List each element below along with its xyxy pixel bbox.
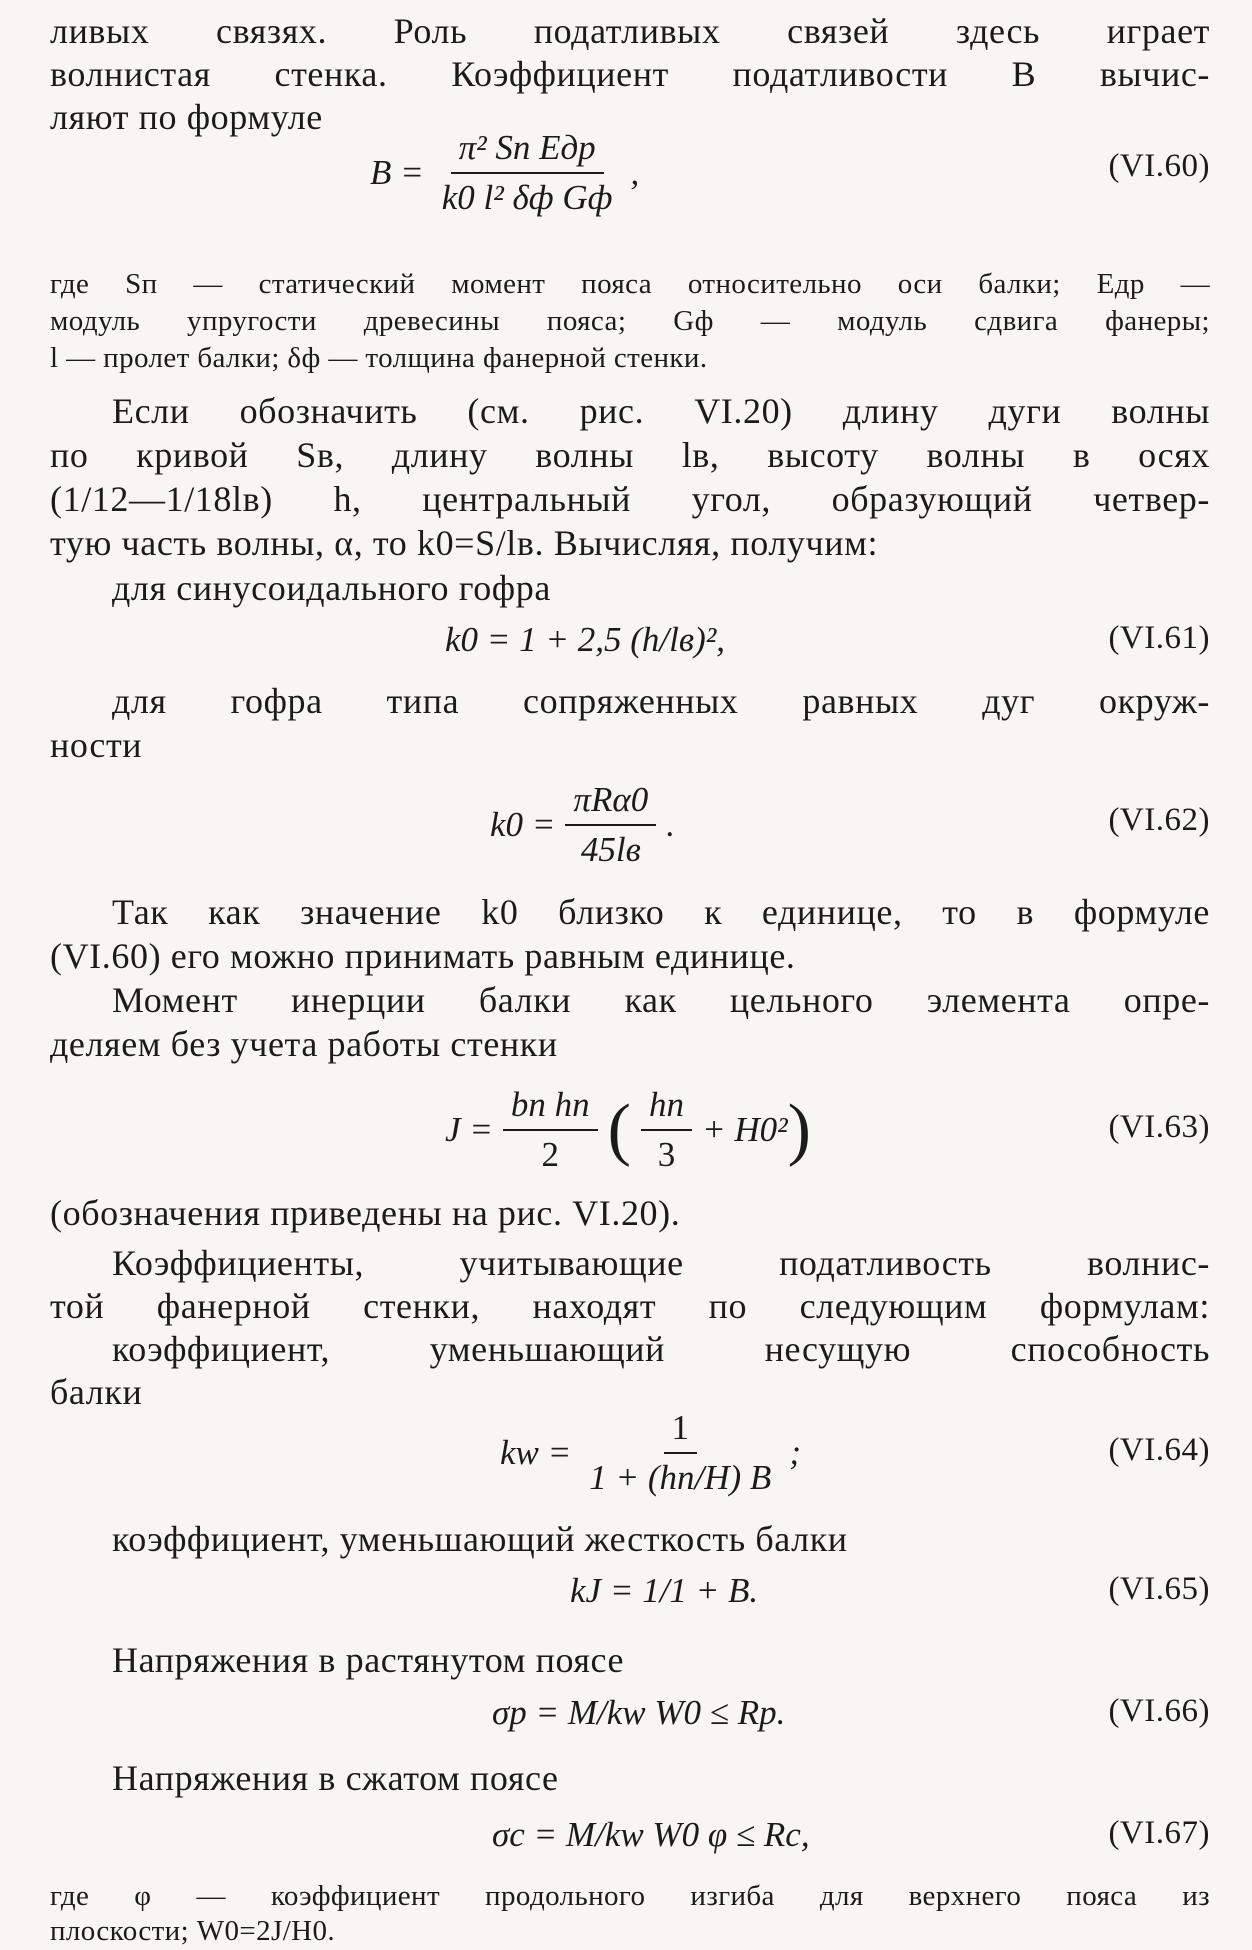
formula-lhs: kw =: [500, 1433, 572, 1472]
text-line: Напряжения в растянутом поясе: [112, 1640, 625, 1680]
fraction: [434, 128, 621, 218]
formula-vi-63: [50, 1085, 1210, 1185]
fraction: [503, 1085, 598, 1175]
text-line: той фанерной стенки, находят по следующим формулам:: [50, 1286, 1210, 1326]
formula-vi-65: [50, 1571, 1210, 1621]
equation-number: (VI.62): [1108, 802, 1210, 838]
denominator: 2: [541, 1135, 560, 1174]
numerator: 1: [664, 1408, 698, 1454]
equation-number: (VI.64): [1108, 1432, 1210, 1468]
text-line: (обозначения приведены на рис. VI.20).: [50, 1193, 681, 1233]
text-line: коэффициент, уменьшающий жесткость балки: [112, 1519, 848, 1559]
formula-tail: ,: [630, 153, 640, 192]
equation-number: (VI.63): [1108, 1109, 1210, 1145]
where-line: плоскости; W0=2J/H0.: [50, 1915, 336, 1947]
formula-body: k0 = 1 + 2,5 (h/lв)²,: [445, 620, 725, 659]
text-line: Момент инерции балки как цельного элемента опре-: [112, 980, 1210, 1020]
formula-term: + H0²: [701, 1110, 788, 1149]
formula-body: σс = M/kw W0 φ ≤ Rс,: [492, 1815, 810, 1854]
text-line: (1/12—1/18lв) h, центральный угол, образующий четвер-: [50, 479, 1210, 519]
formula-lhs: B =: [370, 153, 424, 192]
where-line: модуль упругости древесины пояса; Gф — модуль сдвига фанеры;: [50, 305, 1210, 337]
formula-vi-64: [50, 1408, 1210, 1504]
text-line: Если обозначить (см. рис. VI.20) длину дуги волны: [112, 391, 1210, 431]
denominator: 3: [657, 1135, 676, 1174]
fraction: [581, 1408, 779, 1498]
text-line: ляют по формуле: [50, 97, 323, 137]
denominator: k0 l² δф Gф: [441, 178, 613, 217]
equation-number: (VI.61): [1108, 620, 1210, 656]
text-line: волнистая стенка. Коэффициент податливости B вычис-: [50, 54, 1210, 94]
text-line: балки: [50, 1372, 143, 1412]
text-line: ливых связях. Роль податливых связей здесь играет: [50, 11, 1210, 51]
formula-lhs: k0 =: [490, 805, 556, 844]
denominator: 45lв: [580, 830, 641, 869]
text-line: тую часть волны, α, то k0=S/lв. Вычисляя, получим:: [50, 523, 879, 563]
formula-body: kJ = 1/1 + B.: [570, 1571, 759, 1610]
text-line: ности: [50, 725, 143, 765]
formula-vi-61: [50, 620, 1210, 670]
denominator: 1 + (hп/H) B: [589, 1458, 772, 1497]
left-paren: (: [607, 1091, 631, 1168]
text-line: для гофра типа сопряженных равных дуг окруж-: [112, 681, 1210, 721]
formula-vi-66: [50, 1693, 1210, 1743]
equation-number: (VI.66): [1108, 1693, 1210, 1729]
inner-fraction: [641, 1085, 692, 1175]
formula-vi-60: [50, 128, 1210, 218]
text-line: коэффициент, уменьшающий несущую способность: [112, 1329, 1210, 1369]
formula-vi-62: [50, 780, 1210, 876]
text-line: по кривой Sв, длину волны lв, высоту волны в осях: [50, 435, 1210, 475]
where-line: где φ — коэффициент продольного изгиба для верхнего пояса из: [50, 1880, 1210, 1912]
where-line: l — пролет балки; δф — толщина фанерной стенки.: [50, 342, 708, 374]
formula-tail: .: [666, 805, 675, 844]
formula-body: σр = M/kw W0 ≤ Rр.: [492, 1693, 786, 1732]
text-line: Так как значение k0 близко к единице, то в формуле: [112, 892, 1210, 932]
equation-number: (VI.60): [1108, 148, 1210, 184]
text-line: Напряжения в сжатом поясе: [112, 1758, 559, 1798]
formula-lhs: J =: [445, 1110, 493, 1149]
formula-tail: ;: [789, 1433, 801, 1472]
text-line: для синусоидального гофра: [112, 568, 551, 608]
numerator: bп hп: [503, 1085, 598, 1131]
formula-vi-67: [50, 1815, 1210, 1865]
text-line: деляем без учета работы стенки: [50, 1024, 558, 1064]
right-paren: ): [787, 1091, 811, 1168]
where-line: где Sп — статический момент пояса относительно оси балки; Eдр —: [50, 268, 1210, 300]
equation-number: (VI.65): [1108, 1571, 1210, 1607]
equation-number: (VI.67): [1108, 1815, 1210, 1851]
fraction: [565, 780, 656, 870]
text-line: (VI.60) его можно принимать равным единице.: [50, 936, 796, 976]
numerator: πRα0: [565, 780, 656, 826]
numerator: hп: [641, 1085, 692, 1131]
text-line: Коэффициенты, учитывающие податливость волнис-: [112, 1243, 1210, 1283]
numerator: π² Sп Eдр: [451, 128, 604, 174]
